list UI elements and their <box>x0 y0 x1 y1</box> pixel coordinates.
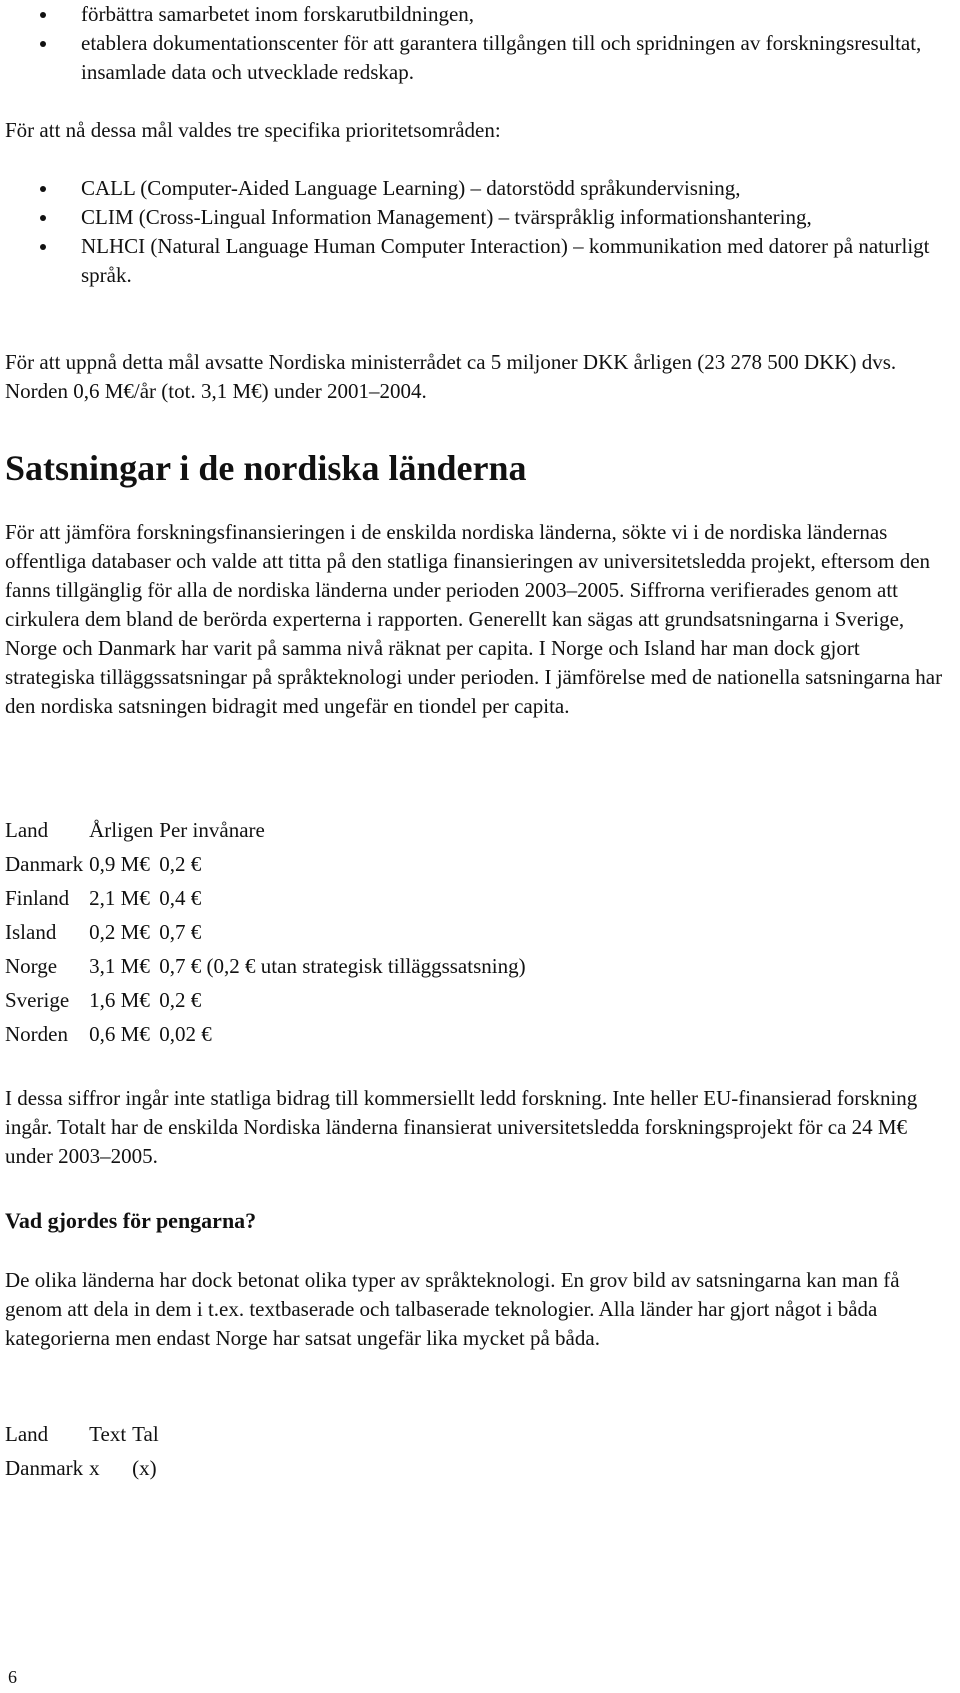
table-cell: Norge <box>5 954 58 978</box>
table-cell: 0,7 € <box>159 920 202 944</box>
funding-paragraph: För att uppnå detta mål avsatte Nordiska ministerrådet ca 5 miljoner DKK årligen (23 278 500 DKK) dvs. Norden 0,6 M€/år (tot. 3,1 M€) under 2001–2004. <box>5 350 897 403</box>
list-item: CALL (Computer-Aided Language Learning) – datorstödd språkundervisning, <box>5 174 949 203</box>
table-cell: 1,6 M€ <box>89 988 150 1012</box>
table-cell: Island <box>5 920 57 944</box>
table-row <box>5 884 532 918</box>
priority-bullet-list <box>5 174 949 290</box>
table-cell: Danmark <box>5 1456 84 1480</box>
priority-bullet-list-block <box>5 174 949 290</box>
top-bullet-list <box>5 0 949 87</box>
table-cell: 0,2 € <box>159 852 202 876</box>
table-header-tal: Tal <box>132 1422 159 1446</box>
technology-types-paragraph: De olika länderna har dock betonat olika typer av språkteknologi. En grov bild av satsningarna kan man få genom att dela in dem i t.ex. textbaserade och talbaserade teknologier. Alla länder har gjort något i båda kategorierna men endast Norge har satsat ungefär lika mycket på båda. <box>5 1268 900 1350</box>
table-cell: 0,02 € <box>159 1022 212 1046</box>
list-item: CLIM (Cross-Lingual Information Management) – tvärspråklig informationshantering, <box>5 203 949 232</box>
table-header-arligen: Årligen <box>89 818 154 842</box>
table-row <box>5 918 532 952</box>
table-cell: 0,6 M€ <box>89 1022 150 1046</box>
table-cell: 0,4 € <box>159 886 202 910</box>
table-cell: (x) <box>132 1456 157 1480</box>
table-cell: Norden <box>5 1022 68 1046</box>
table-row <box>5 850 532 884</box>
table-header-row <box>5 1420 165 1454</box>
table-row <box>5 952 532 986</box>
page-number: 6 <box>8 1667 17 1687</box>
exclusions-paragraph: I dessa siffror ingår inte statliga bidrag till kommersiellt ledd forskning. Inte heller EU-finansierad forskning ingår. Totalt har de enskilda Nordiska länderna finansierat universitetsledda forskningsprojekt för ca 24 M€ under 2003–2005. <box>5 1086 918 1168</box>
table-cell: Finland <box>5 886 70 910</box>
table-cell: 0,2 M€ <box>89 920 150 944</box>
intro-priorities-paragraph: För att nå dessa mål valdes tre specifika prioritetsområden: <box>5 118 501 142</box>
table-cell: Danmark <box>5 852 84 876</box>
list-item: etablera dokumentationscenter för att garantera tillgången till och spridningen av forskningsresultat, insamlade data och utvecklade redskap. <box>5 29 949 87</box>
comparison-paragraph: För att jämföra forskningsfinansieringen i de enskilda nordiska länderna, sökte vi i de nordiska ländernas offentliga databaser och valde att titta på den statliga finansieringen av universitetsledda projekt, eftersom den fanns tillgänglig för alla de nordiska länderna under perioden 2003–2005. Siffrorna verifierades genom att cirkulera dem bland de berörda experterna i rapporten. Generellt kan sägas att grundsatsningarna i Sverige, Norge och Danmark har varit på samma nivå räknat per capita. I Norge och Island har man dock gjort strategiska tilläggssatsningar på språkteknologi under perioden. I jämförelse med de nationella satsningarna har den nordiska satsningen bidragit med ungefär en tiondel per capita. <box>5 520 943 718</box>
table-header-text: Text <box>89 1422 127 1446</box>
table-cell: 3,1 M€ <box>89 954 150 978</box>
table-cell: 0,2 € <box>159 988 202 1012</box>
table-cell: Sverige <box>5 988 70 1012</box>
table-row <box>5 1454 165 1488</box>
list-item: förbättra samarbetet inom forskarutbildningen, <box>5 0 949 29</box>
table-row <box>5 1020 532 1054</box>
table-cell: 2,1 M€ <box>89 886 150 910</box>
table-header-per-invanare: Per invånare <box>159 818 265 842</box>
table-cell: 0,9 M€ <box>89 852 150 876</box>
table-cell: 0,7 € (0,2 € utan strategisk tilläggssatsning) <box>159 954 526 978</box>
section-heading-satsningar: Satsningar i de nordiska länderna <box>5 448 527 488</box>
top-bullet-list-block <box>5 0 949 87</box>
table-cell: x <box>89 1456 100 1480</box>
table-header-row <box>5 816 532 850</box>
table-header-land: Land <box>5 818 49 842</box>
funding-table <box>5 816 532 1054</box>
table-row <box>5 986 532 1020</box>
list-item: NLHCI (Natural Language Human Computer Interaction) – kommunikation med datorer på naturligt språk. <box>5 232 949 290</box>
table-header-land: Land <box>5 1422 49 1446</box>
section-heading-pengarna: Vad gjordes för pengarna? <box>5 1208 257 1233</box>
text-speech-table <box>5 1420 165 1488</box>
